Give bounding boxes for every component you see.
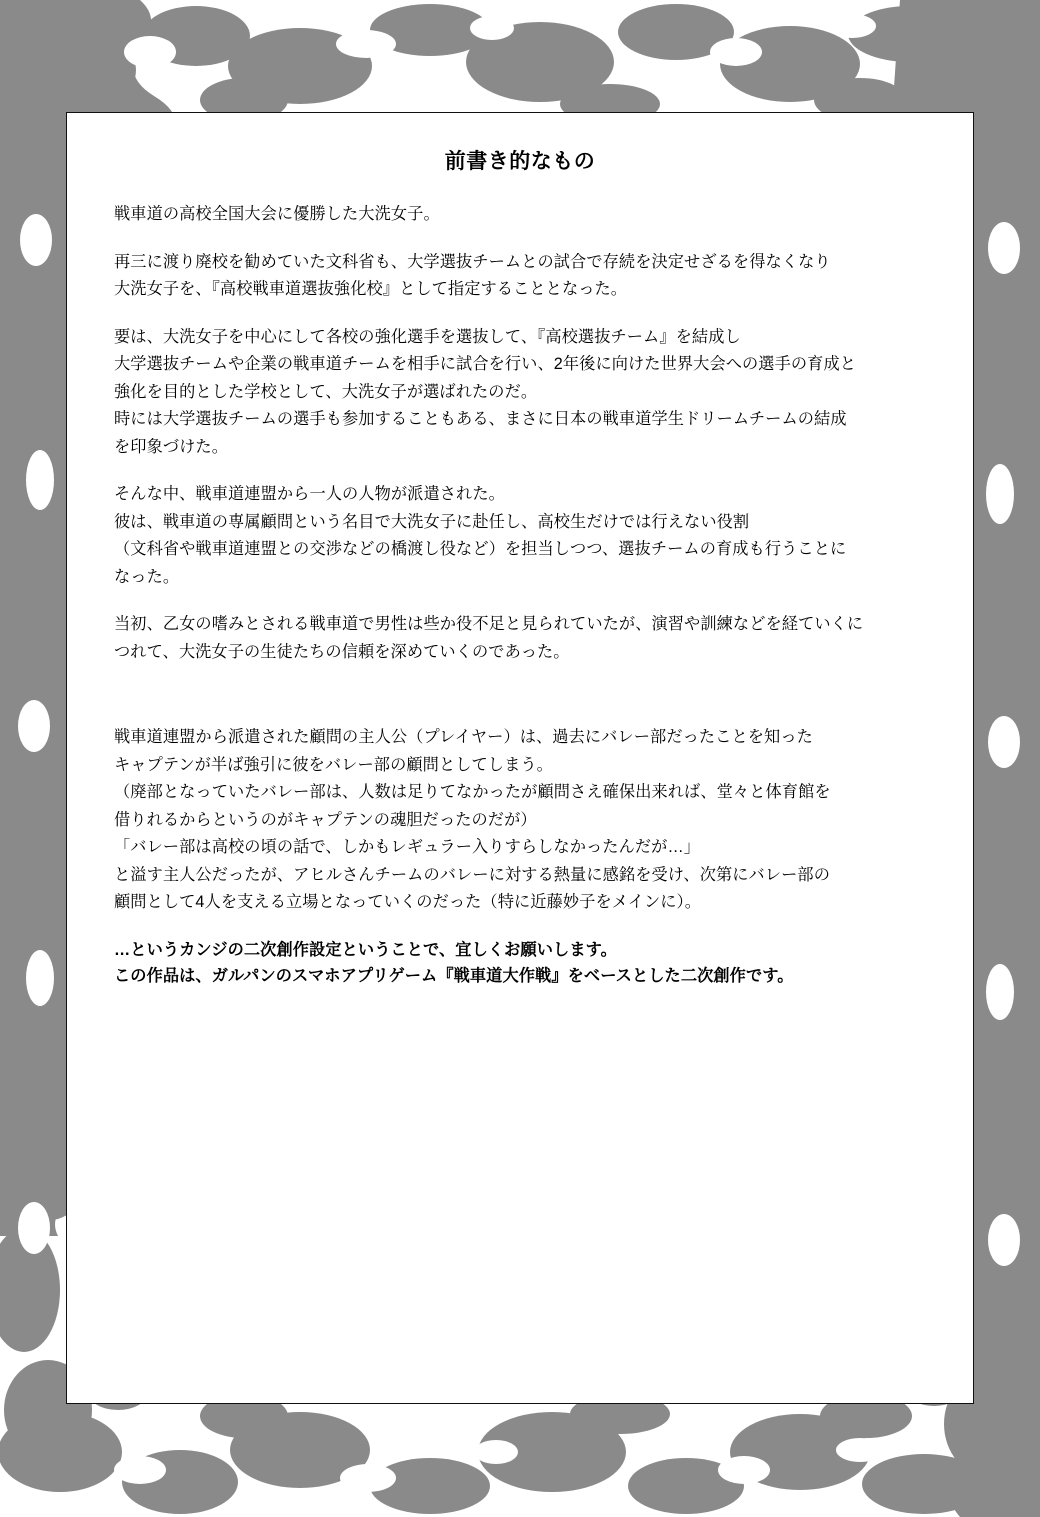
paragraph-line: 彼は、戦車道の専属顧問という名目で大洗女子に赴任し、高校生だけでは行えない役割 — [114, 512, 750, 531]
paragraph-line: （廃部となっていたバレー部は、人数は足りてなかったが顧問さえ確保出来れば、堂々と体育館を — [114, 783, 831, 801]
paragraph-line: 戦車道連盟から派遣された顧問の主人公（プレイヤー）は、過去にバレー部だったことを知った — [114, 728, 813, 746]
paragraph — [97, 481, 943, 591]
document-page — [66, 112, 974, 1404]
paragraph-line: そんな中、戦車道連盟から一人の人物が派遣された。 — [114, 485, 505, 503]
paragraph-line: 戦車道の高校全国大会に優勝した大洗女子。 — [114, 205, 440, 223]
page-title: 前書き的なもの — [444, 150, 596, 173]
paragraph-line: 大学選抜チームや企業の戦車道チームを相手に試合を行い、2年後に向けた世界大会への選手の育成と — [114, 355, 857, 373]
paragraph-line: この作品は、ガルパンのスマホアプリゲーム『戦車道大作戦』をベースとした二次創作です。 — [114, 966, 794, 985]
paragraph-line: 再三に渡り廃校を勧めていた文科省も、大学選抜チームとの試合で存続を決定せざるを得なくなり — [114, 252, 831, 271]
paragraph — [97, 724, 943, 917]
paragraph — [97, 201, 943, 229]
paragraph-line: と溢す主人公だったが、アヒルさんチームのバレーに対する熱量に感銘を受け、次第にバレー部の — [114, 865, 830, 884]
paragraph-line: 当初、乙女の嗜みとされる戦車道で男性は些か役不足と見られていたが、演習や訓練などを経ていくに — [114, 615, 864, 633]
paragraph-line: 強化を目的とした学校として、大洗女子が選ばれたのだ。 — [114, 382, 538, 401]
paragraph-line: 時には大学選抜チームの選手も参加することもある、まさに日本の戦車道学生ドリームチームの結成 — [114, 410, 847, 428]
paragraph-spacer — [97, 686, 943, 724]
paragraph-line: （文科省や戦車道連盟との交渉などの橋渡し役など）を担当しつつ、選抜チームの育成も行うことに — [114, 540, 847, 558]
paragraph — [97, 937, 943, 989]
paragraph-line: を印象づけた。 — [114, 437, 229, 456]
document-body — [97, 201, 943, 989]
paragraph-line: なった。 — [114, 567, 180, 586]
paragraph-line: 顧問として4人を支える立場となっていくのだった（特に近藤妙子をメインに）。 — [114, 893, 702, 911]
paragraph — [97, 611, 943, 666]
paragraph-line: 要は、大洗女子を中心にして各校の強化選手を選抜して、『高校選抜チーム』を結成し — [114, 327, 741, 346]
paragraph-line: つれて、大洗女子の生徒たちの信頼を深めていくのであった。 — [114, 642, 570, 661]
paragraph — [97, 324, 943, 462]
paragraph-line: …というカンジの二次創作設定ということで、宜しくお願いします。 — [114, 940, 617, 959]
paragraph — [97, 249, 943, 304]
paragraph-line: 大洗女子を、『高校戦車道選抜強化校』として指定することとなった。 — [114, 280, 628, 298]
paragraph-line: 「バレー部は高校の頃の話で、しかもレギュラー入りすらしなかったんだが…」 — [114, 838, 701, 856]
paragraph-line: キャプテンが半ば強引に彼をバレー部の顧問としてしまう。 — [114, 755, 553, 774]
paragraph-line: 借りれるからというのがキャプテンの魂胆だったのだが） — [114, 810, 537, 829]
